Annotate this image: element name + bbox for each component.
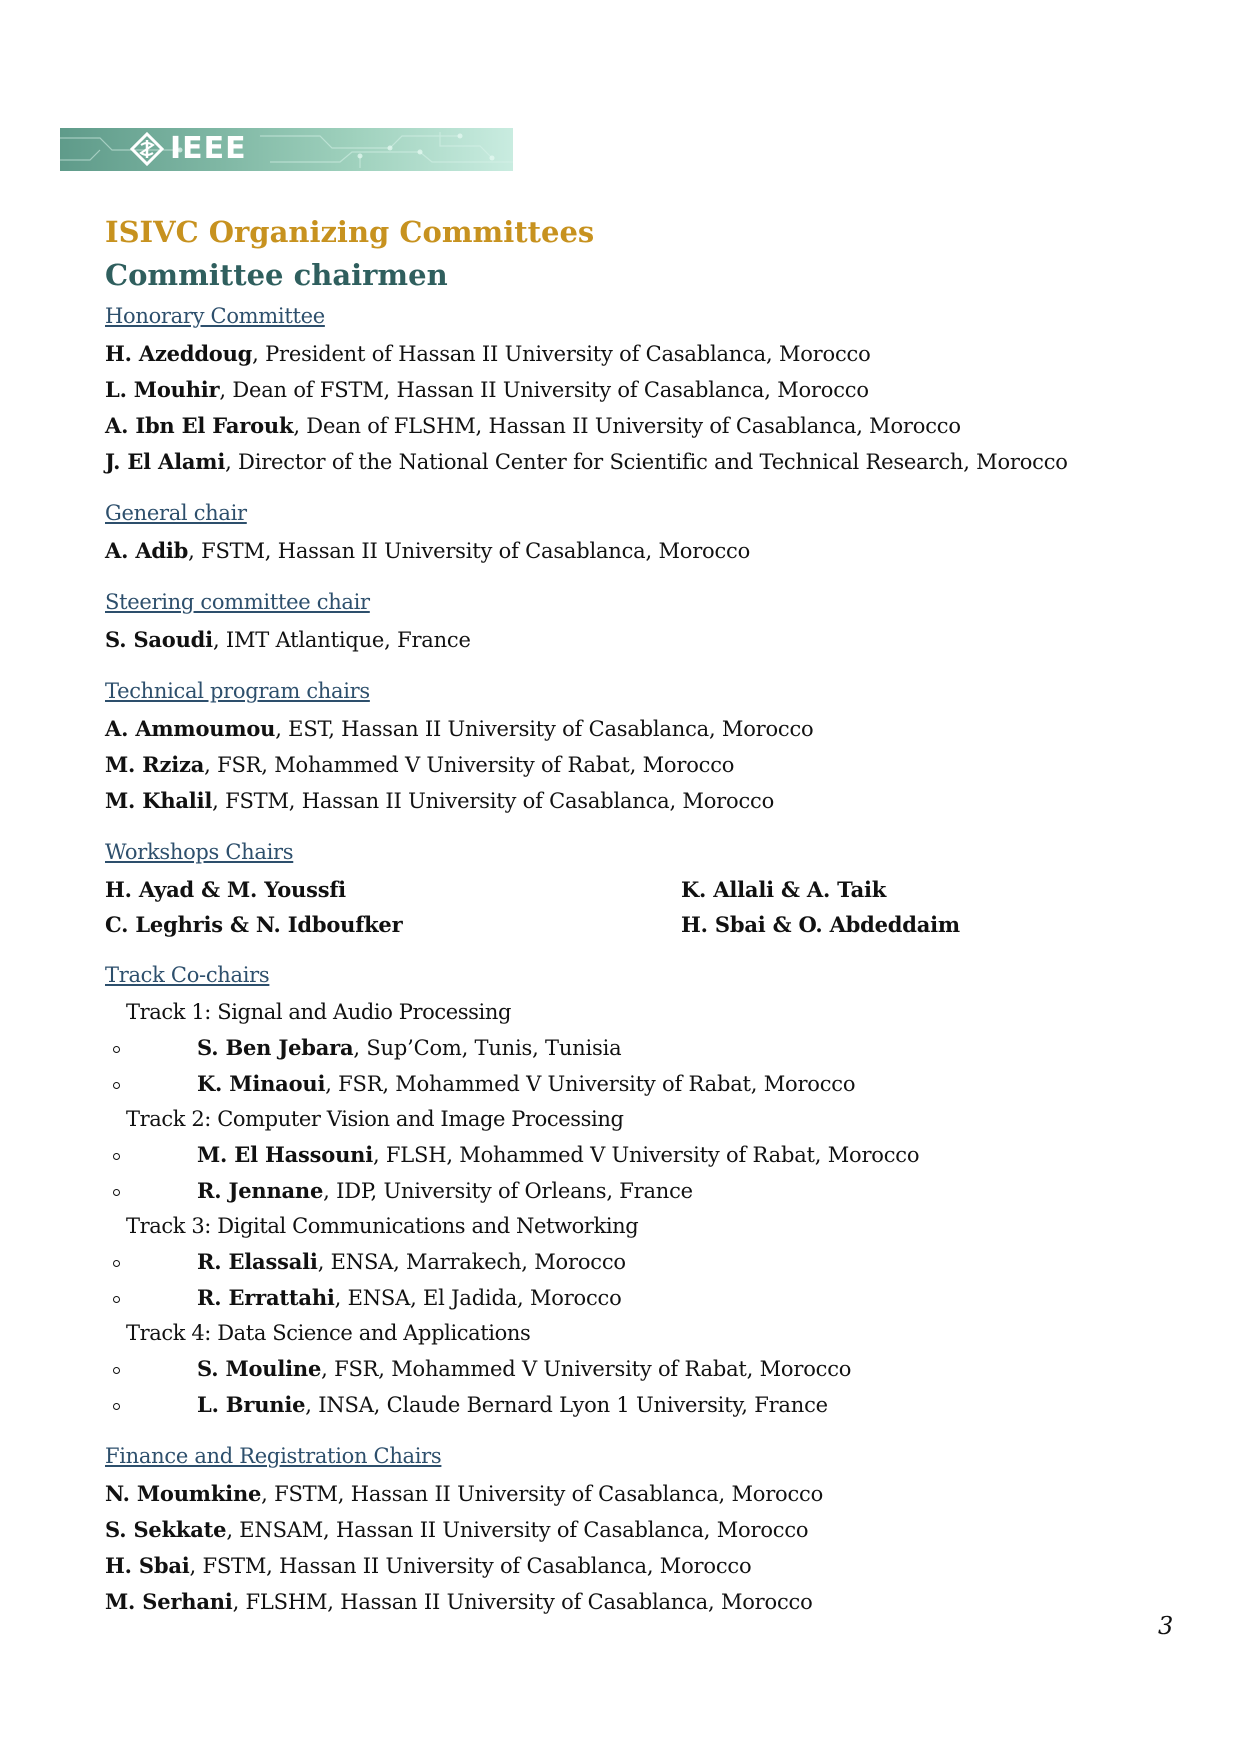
ieee-logo-text: IEEE xyxy=(170,131,247,166)
member-affiliation: , INSA, Claude Bernard Lyon 1 University, France xyxy=(305,1393,828,1417)
workshop-chairs-right: K. Allali & A. Taik xyxy=(681,877,887,902)
member-line xyxy=(105,622,1185,658)
track-title: Track 4: Data Science and Applications xyxy=(126,1321,531,1345)
workshop-row xyxy=(105,907,1185,942)
track-chair xyxy=(105,1137,1185,1173)
member-name: A. Ibn El Farouk xyxy=(105,413,294,438)
member-affiliation: , FSTM, Hassan II University of Casablanca, Morocco xyxy=(212,789,775,813)
track-title: Track 2: Computer Vision and Image Processing xyxy=(126,1107,624,1131)
member-affiliation: , IMT Atlantique, France xyxy=(212,628,471,652)
member-name: L. Mouhir xyxy=(105,377,220,402)
member-line xyxy=(105,444,1185,480)
document-body xyxy=(105,212,1185,1638)
member-affiliation: , ENSA, Marrakech, Morocco xyxy=(317,1250,626,1274)
member-affiliation: , FSR, Mohammed V University of Rabat, Morocco xyxy=(321,1357,852,1381)
member-affiliation: , EST, Hassan II University of Casablanca, Morocco xyxy=(275,717,814,741)
member-affiliation: , ENSA, El Jadida, Morocco xyxy=(334,1286,622,1310)
bullet-icon xyxy=(113,1296,120,1303)
workshop-chairs-left: C. Leghris & N. Idboufker xyxy=(105,912,403,937)
circuit-pattern xyxy=(60,128,513,171)
member-name: J. El Alami xyxy=(105,449,226,474)
track-chair xyxy=(105,1351,1185,1387)
technical-program-section xyxy=(105,676,1185,819)
section-heading: Track Co-chairs xyxy=(105,963,270,987)
member-name: H. Azeddoug xyxy=(105,341,253,366)
page-subtitle: Committee chairmen xyxy=(105,258,448,292)
member-affiliation: , President of Hassan II University of Casablanca, Morocco xyxy=(252,342,871,366)
member-line xyxy=(105,408,1185,444)
member-name: R. Jennane xyxy=(197,1178,324,1203)
member-name: S. Saoudi xyxy=(105,627,213,652)
workshop-chairs-left: H. Ayad & M. Youssfi xyxy=(105,877,346,902)
member-line xyxy=(105,747,1185,783)
member-name: H. Sbai xyxy=(105,1553,190,1578)
section-heading: General chair xyxy=(105,501,247,525)
steering-committee-section xyxy=(105,587,1185,658)
track-chair xyxy=(105,1173,1185,1209)
workshop-chairs-right: H. Sbai & O. Abdeddaim xyxy=(681,912,960,937)
member-name: L. Brunie xyxy=(197,1392,306,1417)
bullet-icon xyxy=(113,1046,120,1053)
member-name: M. Serhani xyxy=(105,1589,233,1614)
bullet-icon xyxy=(113,1367,120,1374)
member-line xyxy=(105,372,1185,408)
ieee-diamond-icon xyxy=(130,132,164,166)
member-name: A. Adib xyxy=(105,538,189,563)
member-affiliation: , FSR, Mohammed V University of Rabat, Morocco xyxy=(325,1072,856,1096)
member-name: M. Rziza xyxy=(105,752,205,777)
member-affiliation: , Dean of FLSHM, Hassan II University of Casablanca, Morocco xyxy=(293,414,961,438)
member-name: K. Minaoui xyxy=(197,1071,326,1096)
bullet-icon xyxy=(113,1403,120,1410)
bullet-icon xyxy=(113,1082,120,1089)
member-line xyxy=(105,711,1185,747)
section-heading: Steering committee chair xyxy=(105,590,370,614)
finance-registration-section xyxy=(105,1441,1185,1620)
member-line xyxy=(105,1548,1185,1584)
member-affiliation: , FSR, Mohammed V University of Rabat, Morocco xyxy=(204,753,735,777)
member-name: M. Khalil xyxy=(105,788,213,813)
general-chair-section xyxy=(105,498,1185,569)
section-heading: Technical program chairs xyxy=(105,679,370,703)
page-number: 3 xyxy=(1158,1612,1174,1640)
ieee-banner xyxy=(60,128,513,171)
bullet-icon xyxy=(113,1153,120,1160)
workshop-row xyxy=(105,872,1185,907)
member-affiliation: , Dean of FSTM, Hassan II University of Casablanca, Morocco xyxy=(219,378,869,402)
member-name: S. Sekkate xyxy=(105,1517,227,1542)
track-title: Track 3: Digital Communications and Networking xyxy=(126,1214,639,1238)
track-chair xyxy=(105,1066,1185,1102)
member-line xyxy=(105,1584,1185,1620)
member-affiliation: , FLSHM, Hassan II University of Casablanca, Morocco xyxy=(232,1590,813,1614)
track-chair xyxy=(105,1387,1185,1423)
member-line xyxy=(105,1476,1185,1512)
ieee-logo xyxy=(130,132,247,166)
member-affiliation: , FSTM, Hassan II University of Casablanca, Morocco xyxy=(188,539,751,563)
member-affiliation: , Sup’Com, Tunis, Tunisia xyxy=(353,1036,622,1060)
member-affiliation: , ENSAM, Hassan II University of Casablanca, Morocco xyxy=(226,1518,809,1542)
bullet-icon xyxy=(113,1189,120,1196)
section-heading: Honorary Committee xyxy=(105,304,325,328)
member-line xyxy=(105,783,1185,819)
honorary-committee-section xyxy=(105,301,1185,480)
track-chair xyxy=(105,1244,1185,1280)
track-title: Track 1: Signal and Audio Processing xyxy=(126,1000,511,1024)
member-line xyxy=(105,336,1185,372)
page-title: ISIVC Organizing Committees xyxy=(105,215,595,249)
track-chair xyxy=(105,1280,1185,1316)
section-heading: Finance and Registration Chairs xyxy=(105,1444,442,1468)
member-affiliation: , Director of the National Center for Scientific and Technical Research, Morocco xyxy=(225,450,1068,474)
member-name: S. Ben Jebara xyxy=(197,1035,354,1060)
workshops-section xyxy=(105,837,1185,942)
bullet-icon xyxy=(113,1260,120,1267)
member-line xyxy=(105,533,1185,569)
member-line xyxy=(105,1512,1185,1548)
member-affiliation: , FLSH, Mohammed V University of Rabat, Morocco xyxy=(372,1143,920,1167)
member-name: M. El Hassouni xyxy=(197,1142,373,1167)
member-name: R. Errattahi xyxy=(197,1285,335,1310)
member-name: N. Moumkine xyxy=(105,1481,262,1506)
member-name: A. Ammoumou xyxy=(105,716,276,741)
member-affiliation: , FSTM, Hassan II University of Casablanca, Morocco xyxy=(261,1482,824,1506)
member-name: R. Elassali xyxy=(197,1249,318,1274)
member-affiliation: , IDP, University of Orleans, France xyxy=(323,1179,693,1203)
track-cochairs-section xyxy=(105,960,1185,1423)
track-chair xyxy=(105,1030,1185,1066)
member-name: S. Mouline xyxy=(197,1356,322,1381)
section-heading: Workshops Chairs xyxy=(105,840,294,864)
member-affiliation: , FSTM, Hassan II University of Casablanca, Morocco xyxy=(189,1554,752,1578)
